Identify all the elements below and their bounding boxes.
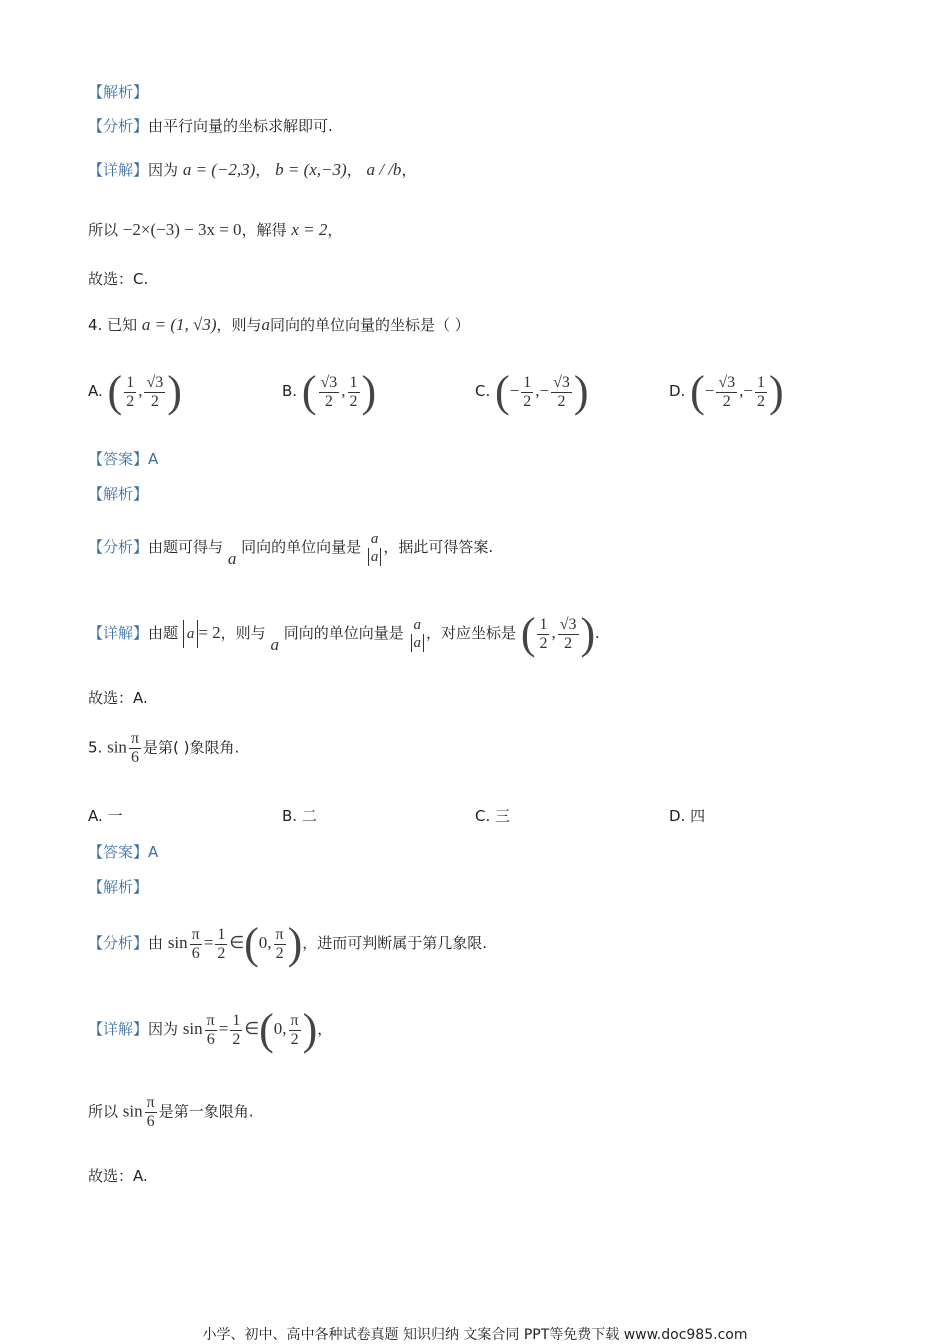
q5-option-c: C. 三 — [475, 807, 511, 825]
solution: x = 2 — [291, 220, 328, 239]
detail-text-b: ，则与 — [220, 624, 266, 642]
q4-answer: 【答案】A — [88, 450, 159, 468]
q5-option-d: D. 四 — [669, 807, 706, 825]
option-label: D. — [669, 382, 686, 400]
q5-suffix: 是第( )象限角. — [143, 738, 240, 757]
page-footer: 小学、初中、高中各种试卷真题 知识归纳 文案合同 PPT等免费下载 www.doc985.com — [202, 1327, 748, 1343]
analysis-line — [88, 116, 333, 136]
analysis-text-b: 同向的单位向量是 — [241, 538, 362, 556]
detail-line: 【详解】因为 a = (−2,3)， b = (x,−3)， a / /b， — [88, 160, 417, 179]
q5-answer: 【答案】A — [88, 843, 159, 861]
q5-option-b: B. 二 — [282, 807, 317, 825]
detail-prefix: 因为 — [148, 161, 179, 179]
question-4-stem — [88, 315, 470, 335]
modulus-value: = 2 — [198, 623, 221, 642]
option-label: B. — [282, 382, 298, 400]
question-5-stem: 5. sin $\frac{\pi}{6}$ 是第( )象限角. — [88, 730, 240, 766]
therefore-text: 所以 — [88, 221, 119, 239]
detail-text-c: 同向的单位向量是 — [283, 624, 404, 642]
q4-detail: 【详解】由题 a = 2，则与 a 同向的单位向量是 a a ，对应坐标是 ( $\frac{1}{2}$ , $\frac{√3}{2}$ ). — [88, 609, 600, 658]
q5-analysis: 【分析】由 sin $\frac{\pi}{6}$ = $\frac{1}{2}$ ∈(0, $\frac{\pi}{2}$ )，进而可判断属于第几象限. — [88, 919, 488, 968]
analysis-text-a: 由 — [148, 934, 164, 952]
analysis-text: 由平行向量的坐标求解即可. — [148, 117, 333, 135]
q5-number: 5. — [88, 738, 103, 757]
q4-jiexi: 【解析】 — [88, 485, 149, 503]
detail-text-a: 因为 — [148, 1020, 179, 1038]
q4-suffix: 同向的单位向量的坐标是（ ） — [270, 316, 470, 334]
vector-a: a — [270, 635, 279, 654]
option-label: A. — [88, 382, 103, 400]
therefore-line: 所以 −2×(−3) − 3x = 0，解得 x = 2， — [88, 220, 343, 239]
q4-a: a — [261, 315, 271, 334]
sin-text: sin — [107, 737, 127, 757]
q5-jiexi: 【解析】 — [88, 878, 149, 896]
q5-detail: 【详解】因为 sin $\frac{\pi}{6}$ = $\frac{1}{2}$ ∈(0, $\frac{\pi}{2}$ )， — [88, 1005, 333, 1054]
q4-mid: ，则与 — [216, 316, 262, 334]
analysis-tag: 【分析】 — [88, 117, 149, 135]
jiexi-heading: 【解析】 — [88, 83, 149, 101]
q4-option-b: B. ( $\frac{√3}{2}$ , $\frac{1}{2}$ ) — [282, 367, 377, 416]
q4-prefix: 4. 已知 — [88, 316, 138, 334]
parallel-expr: a / /b — [366, 160, 402, 179]
q4-option-c: C. (− $\frac{1}{2}$ ,− $\frac{√3}{2}$ ) — [475, 367, 589, 416]
detail-tag: 【详解】 — [88, 1020, 149, 1038]
vector-a: a — [227, 549, 237, 568]
detail-text-d: ，对应坐标是 — [426, 624, 517, 642]
q4-analysis: 【分析】由题可得与 a 同向的单位向量是 a a ，据此可得答案. — [88, 531, 494, 568]
q5-therefore: 所以 sin $\frac{\pi}{6}$ 是第一象限角. — [88, 1094, 254, 1130]
q4-option-a: A. ( $\frac{1}{2}$ , $\frac{√3}{2}$ ) — [88, 367, 182, 416]
q4-conclusion: 故选：A. — [88, 689, 148, 707]
therefore-text: 所以 — [88, 1102, 119, 1121]
detail-tag: 【详解】 — [88, 624, 149, 642]
q5-conclusion: 故选：A. — [88, 1167, 148, 1185]
solve-text: ，解得 — [241, 221, 287, 239]
therefore-suffix: 是第一象限角. — [158, 1102, 254, 1121]
q5-option-a: A. 一 — [88, 807, 123, 825]
q4-option-d: D. (− $\frac{√3}{2}$ ,− $\frac{1}{2}$ ) — [669, 367, 784, 416]
analysis-tag: 【分析】 — [88, 934, 149, 952]
vector-a-expr: a = (−2,3) — [182, 160, 256, 179]
detail-text-a: 由题 — [148, 624, 179, 642]
analysis-text-c: ，据此可得答案. — [383, 538, 494, 556]
q4-vector: a = (1, √3) — [141, 315, 217, 334]
choice-conclusion: 故选：C. — [88, 270, 149, 288]
analysis-text-b: ，进而可判断属于第几象限. — [302, 934, 488, 952]
equation: −2×(−3) − 3x = 0 — [122, 220, 242, 239]
analysis-tag: 【分析】 — [88, 538, 149, 556]
detail-tag: 【详解】 — [88, 161, 149, 179]
analysis-text-a: 由题可得与 — [148, 538, 224, 556]
option-label: C. — [475, 382, 491, 400]
vector-b-expr: b = (x,−3) — [275, 160, 347, 179]
